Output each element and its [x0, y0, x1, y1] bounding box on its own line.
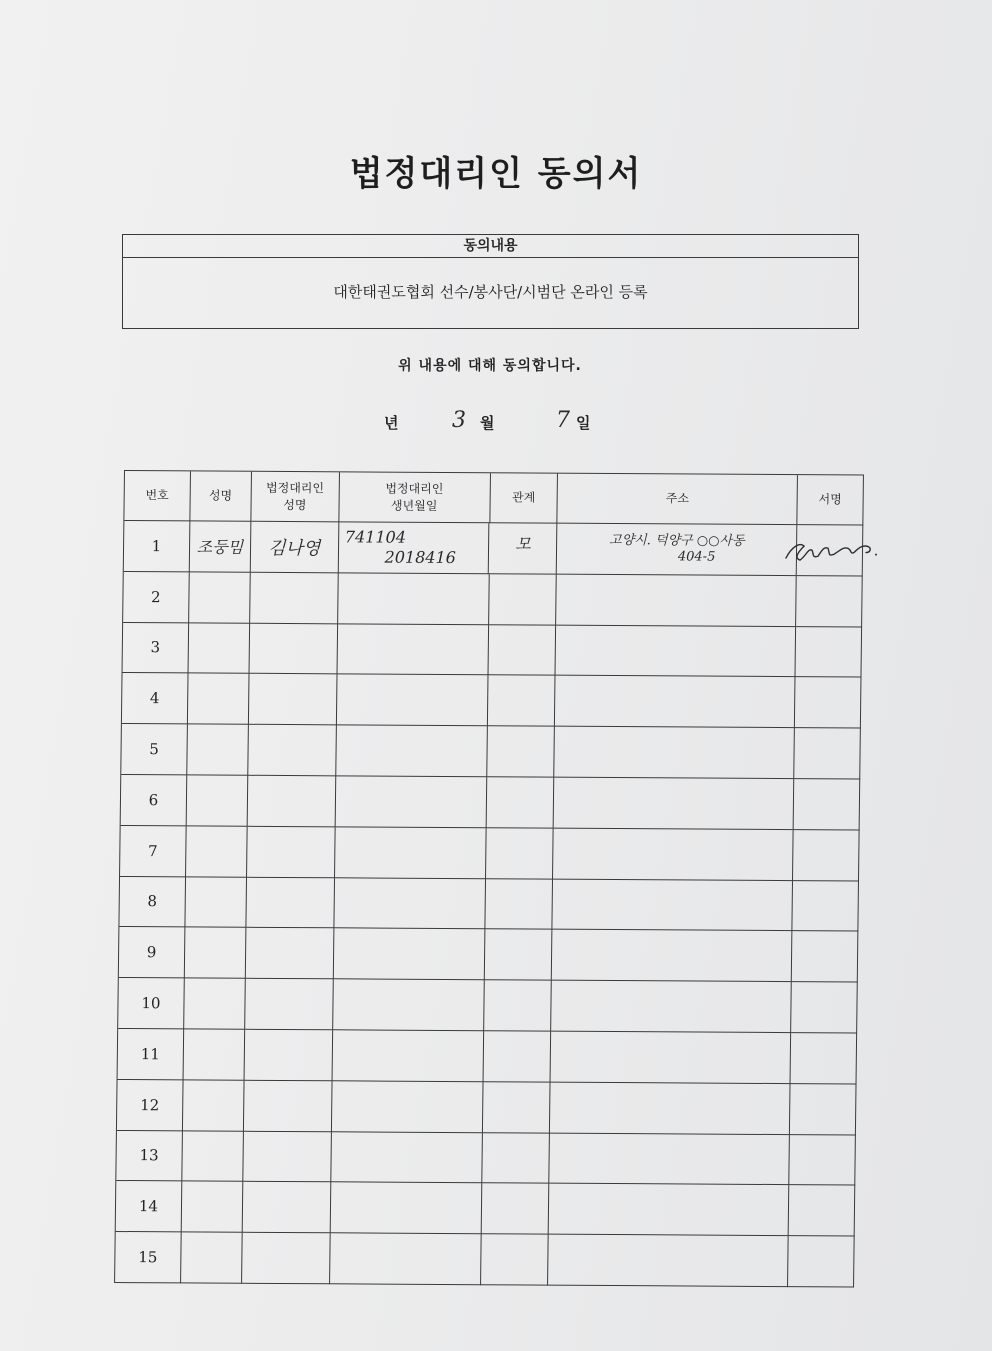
- handwritten-signature: [781, 532, 877, 569]
- row-no: 13: [116, 1131, 183, 1182]
- row-guardian-birth-cell: [335, 776, 486, 828]
- row-guardian-birth-cell: [333, 929, 484, 981]
- row-relation-cell: [484, 930, 553, 981]
- header-guardian-name-text: 법정대리인 성명: [265, 480, 325, 512]
- consent-box: [122, 234, 859, 329]
- row-name-cell: [183, 1080, 245, 1131]
- row-relation-cell: [487, 676, 556, 727]
- row-guardian-birth-cell: [337, 675, 488, 727]
- row-guardian-birth-line2: 2018416: [384, 547, 457, 567]
- row-no: 11: [118, 1029, 185, 1080]
- row-name: 조둥밈: [190, 521, 252, 572]
- row-guardian-birth-cell: [337, 624, 488, 676]
- row-relation-cell: [482, 1082, 551, 1133]
- table-row: [122, 572, 863, 627]
- row-no: 7: [120, 826, 187, 877]
- row-signature-cell: [794, 779, 861, 830]
- row-guardian-birth-cell: [335, 827, 486, 879]
- header-signature: 서명: [797, 475, 864, 525]
- row-relation-cell: [483, 1031, 552, 1082]
- row-name-cell: [185, 928, 247, 979]
- row-name-cell: [185, 877, 247, 928]
- row-signature-cell: [789, 1185, 856, 1236]
- day-label: 일: [576, 414, 591, 432]
- row-address-cell: [556, 625, 796, 677]
- table-row: [114, 1232, 855, 1287]
- row-name-cell: [188, 623, 250, 674]
- row-address-cell: [552, 930, 792, 982]
- row-address: [557, 524, 797, 576]
- row-guardian-name-cell: [245, 979, 333, 1030]
- row-no: 8: [119, 877, 186, 928]
- table-row: [115, 1181, 856, 1236]
- row-name-cell: [186, 826, 248, 877]
- row-address-cell: [557, 574, 797, 626]
- header-no: 번호: [124, 471, 191, 521]
- month-label: 월: [480, 414, 495, 432]
- row-no: 4: [122, 673, 189, 724]
- row-address-line1: 고양시. 덕양구 ○○사동: [608, 532, 745, 549]
- row-guardian-birth-cell: [336, 726, 487, 778]
- row-guardian-name-cell: [250, 573, 338, 624]
- row-address-cell: [555, 676, 795, 728]
- row-no: 5: [121, 724, 188, 775]
- row-name-cell: [183, 1029, 245, 1080]
- row-address-line2: 404-5: [677, 549, 716, 565]
- row-guardian-birth-cell: [331, 1132, 482, 1184]
- row-guardian-name-cell: [249, 674, 337, 725]
- row-relation-cell: [481, 1184, 550, 1235]
- row-guardian-birth-cell: [338, 573, 489, 625]
- row-guardian-name-cell: [243, 1131, 331, 1182]
- table-row: [118, 927, 859, 982]
- row-no: 12: [117, 1080, 184, 1131]
- table-row: [117, 978, 858, 1033]
- guardian-table: [114, 470, 864, 1287]
- agree-statement: 위 내용에 대해 동의합니다.: [398, 358, 582, 374]
- row-no: 9: [119, 927, 186, 978]
- row-relation-cell: [489, 574, 558, 625]
- table-row: [119, 826, 860, 881]
- row-relation-cell: [485, 879, 554, 930]
- row-relation: 모: [489, 523, 558, 574]
- row-address-cell: [548, 1235, 788, 1287]
- row-address-cell: [552, 981, 792, 1033]
- row-relation-cell: [484, 980, 553, 1031]
- header-name: 성명: [190, 471, 252, 521]
- row-address-cell: [550, 1082, 790, 1134]
- row-no: 2: [123, 572, 190, 623]
- row-signature-cell: [796, 576, 863, 627]
- row-signature-cell: [794, 728, 861, 779]
- row-guardian-name-cell: [244, 1030, 332, 1081]
- document-title: 법정대리인 동의서: [349, 154, 643, 194]
- row-name-cell: [188, 674, 250, 725]
- row-guardian-name-cell: [242, 1233, 330, 1284]
- row-guardian-name-cell: [247, 776, 335, 827]
- month-value: 3: [452, 408, 466, 433]
- row-no: 6: [121, 775, 188, 826]
- date-row: [0, 410, 992, 440]
- row-name-cell: [184, 979, 246, 1030]
- row-address-cell: [553, 879, 793, 931]
- row-relation-cell: [486, 777, 555, 828]
- table-row: [123, 521, 864, 576]
- row-signature-cell: [792, 881, 859, 932]
- row-no: 14: [116, 1181, 183, 1232]
- header-address: 주소: [558, 474, 798, 525]
- table-row: [121, 673, 862, 728]
- row-relation-cell: [486, 828, 555, 879]
- header-guardian-birth: [339, 472, 490, 523]
- row-guardian-birth-cell: [332, 1030, 483, 1082]
- row-signature-cell: [788, 1236, 855, 1287]
- table-row: [122, 623, 863, 678]
- row-name-cell: [181, 1233, 243, 1284]
- row-guardian-birth-cell: [333, 979, 484, 1031]
- row-address-cell: [549, 1184, 789, 1236]
- table-row: [120, 724, 861, 779]
- row-guardian-birth-cell: [330, 1233, 481, 1285]
- year-label: 년: [384, 414, 399, 432]
- header-guardian-birth-text: 법정대리인 생년월일: [385, 481, 444, 513]
- row-signature-cell: [792, 931, 859, 982]
- table-row: [118, 877, 859, 932]
- row-guardian-name-cell: [248, 725, 336, 776]
- consent-body: 대한태권도협회 선수/봉사단/시범단 온라인 등록: [333, 283, 648, 301]
- table-row: [116, 1080, 857, 1135]
- table-row: [120, 775, 861, 830]
- row-guardian-name-cell: [244, 1081, 332, 1132]
- row-signature-cell: [793, 830, 860, 881]
- row-relation-cell: [482, 1133, 551, 1184]
- table-row: [115, 1131, 856, 1186]
- consent-header: 동의내용: [123, 235, 858, 258]
- row-no: 3: [123, 623, 190, 674]
- row-signature-cell: [789, 1135, 856, 1186]
- row-address-cell: [555, 727, 795, 779]
- row-address-cell: [553, 828, 793, 880]
- row-no: 1: [124, 521, 191, 572]
- row-guardian-name-cell: [247, 827, 335, 878]
- row-signature-cell: [791, 1033, 858, 1084]
- header-relation: 관계: [490, 473, 559, 523]
- row-guardian-birth-cell: [330, 1183, 481, 1235]
- row-relation-cell: [488, 625, 557, 676]
- row-no: 15: [115, 1232, 182, 1283]
- row-relation-cell: [487, 726, 556, 777]
- row-name-cell: [182, 1182, 244, 1233]
- row-guardian-birth-cell: [332, 1081, 483, 1133]
- row-address-cell: [551, 1032, 791, 1084]
- row-no: 10: [118, 978, 185, 1029]
- row-name-cell: [189, 572, 251, 623]
- row-name-cell: [187, 775, 249, 826]
- header-guardian-name: [251, 472, 339, 523]
- row-address-cell: [550, 1133, 790, 1185]
- row-signature: [797, 525, 864, 576]
- row-guardian-birth: [338, 522, 489, 574]
- table-row: [117, 1029, 858, 1084]
- row-name-cell: [182, 1131, 244, 1182]
- row-signature-cell: [795, 678, 862, 729]
- row-guardian-name-cell: [246, 928, 334, 979]
- row-guardian-birth-cell: [334, 878, 485, 930]
- row-signature-cell: [791, 982, 858, 1033]
- row-signature-cell: [796, 627, 863, 678]
- row-relation-cell: [481, 1234, 550, 1285]
- row-guardian-name: 김나영: [251, 522, 339, 573]
- table-header-row: [123, 470, 864, 526]
- row-guardian-name-cell: [246, 877, 334, 928]
- day-value: 7: [556, 408, 570, 433]
- row-name-cell: [187, 725, 249, 776]
- row-guardian-name-cell: [249, 623, 337, 674]
- row-signature-cell: [790, 1084, 857, 1135]
- row-address-cell: [554, 778, 794, 830]
- row-guardian-birth-line1: 741104: [344, 527, 407, 547]
- row-guardian-name-cell: [243, 1182, 331, 1233]
